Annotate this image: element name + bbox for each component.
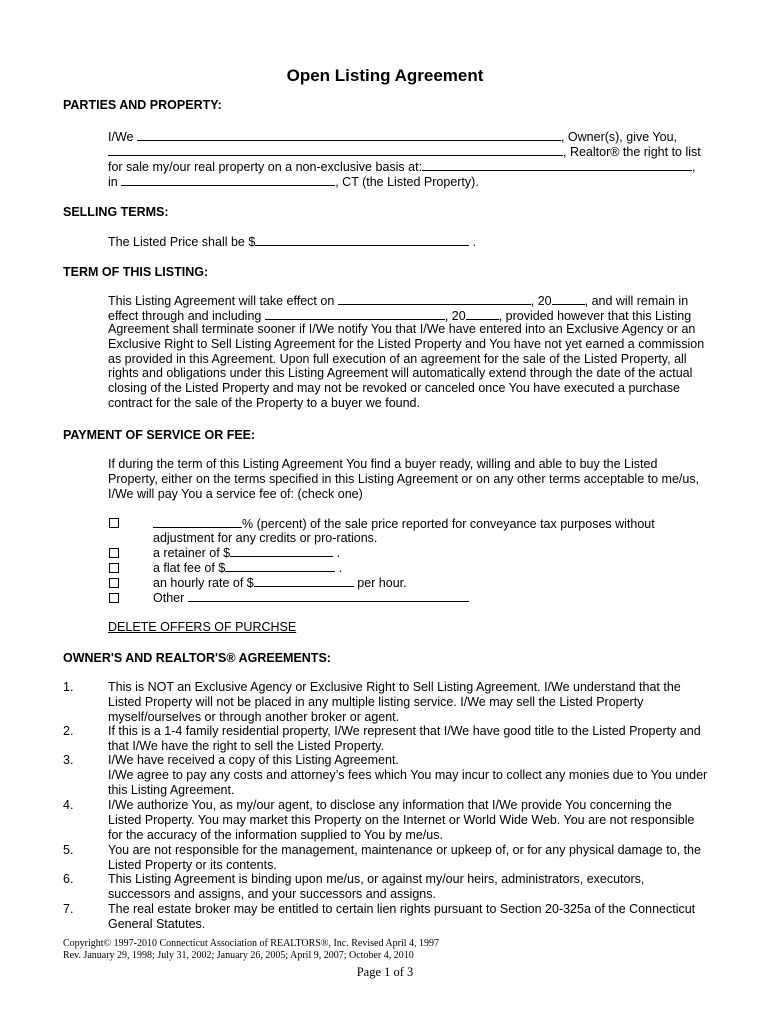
hourly-rate-field[interactable] [254, 575, 354, 587]
start-year-prefix: , 20 [530, 294, 552, 308]
term-start-suffix: , and will remain in [584, 294, 689, 308]
flat-fee-label: a flat fee of $ [153, 561, 226, 575]
item-number: 6. [63, 872, 74, 886]
agreement-item-1: This is NOT an Exclusive Agency or Exclusive Right to Sell Listing Agreement. I/We understand that the Listed Property will not be placed in any multiple listing service. I/We may sell the Listed Property myself/ourselves or through another broker or agent. [108, 680, 681, 724]
property-address-comma: , [692, 160, 696, 174]
retainer-period: . [336, 546, 341, 560]
term-heading: TERM OF THIS LISTING: [63, 265, 209, 279]
hourly-label: an hourly rate of $ [153, 576, 254, 590]
flat-fee-option-line [153, 560, 342, 576]
item-number: 3. [63, 753, 74, 767]
town-label: in [108, 175, 118, 189]
start-date-field[interactable] [338, 293, 531, 305]
agreement-item-3-continued: I/We agree to pay any costs and attorney’s fees which You may incur to collect any monies due to You under this Listing Agreement. [108, 768, 708, 797]
town-suffix: , CT (the Listed Property). [335, 175, 479, 189]
payment-paragraph: If during the term of this Listing Agreement You find a buyer ready, willing and able to buy the Listed Property, either on the terms specified in this Listing Agreement or on any other terms acceptable to me/us, I/We will pay You a service fee of: (check one) [108, 457, 700, 501]
flat-fee-field[interactable] [225, 560, 335, 572]
end-year-field[interactable] [466, 308, 499, 320]
item-number: 5. [63, 843, 74, 857]
agreement-item-4: I/We authorize You, as my/our agent, to disclose any information that I/We provide You concerning the Listed Property. You may market this Property on the Internet or World Wide Web. You are not responsible for the accuracy of the information supplied to You by me/us. [108, 798, 695, 842]
hourly-option-checkbox[interactable] [109, 578, 119, 588]
item-number: 4. [63, 798, 74, 812]
flat-fee-option-checkbox[interactable] [109, 563, 119, 573]
realtor-name-field[interactable] [108, 144, 563, 156]
hourly-suffix: per hour. [357, 576, 407, 590]
town-field[interactable] [121, 174, 335, 186]
realtor-line [108, 144, 701, 160]
delete-offers-link[interactable]: DELETE OFFERS OF PURCHSE [108, 620, 297, 634]
flat-fee-period: . [338, 561, 343, 575]
percent-option-continued: adjustment for any credits or pro-rations. [153, 531, 378, 545]
owner-suffix: , Owner(s), give You, [560, 130, 677, 144]
hourly-option-line [153, 575, 407, 591]
copyright-notice: Copyright© 1997-2010 Connecticut Association of REALTORS®, Inc. Revised April 4, 1997 [63, 938, 440, 949]
end-date-field[interactable] [265, 308, 445, 320]
property-address-label: for sale my/our real property on a non-exclusive basis at: [108, 160, 423, 174]
term-start-label: This Listing Agreement will take effect on [108, 294, 335, 308]
agreement-item-2: If this is a 1-4 family residential property, I/We represent that I/We have good title to the Listed Property and that I/We have the right to sell the Listed Property. [108, 724, 701, 753]
percent-option-line [153, 516, 655, 532]
other-label: Other [153, 591, 185, 605]
selling-heading: SELLING TERMS: [63, 205, 169, 219]
page-number: Page 1 of 3 [356, 965, 414, 979]
other-option-checkbox[interactable] [109, 593, 119, 603]
owner-line [108, 129, 677, 145]
item-number: 1. [63, 680, 74, 694]
start-year-field[interactable] [552, 293, 585, 305]
item-number: 7. [63, 902, 74, 916]
percent-field[interactable] [153, 516, 242, 528]
price-period: . [472, 235, 477, 249]
agreement-item-5: You are not responsible for the management, maintenance or upkeep of, or for any physical damage to, the Listed Property or its contents. [108, 843, 701, 872]
end-year-prefix: , 20 [444, 309, 466, 323]
price-field[interactable] [255, 234, 469, 246]
price-line [108, 234, 476, 250]
agreements-heading: OWNER'S AND REALTOR'S® AGREEMENTS: [63, 651, 331, 665]
agreement-item-3: I/We have received a copy of this Listing Agreement. [108, 753, 399, 767]
item-number: 2. [63, 724, 74, 738]
property-address-line [108, 159, 696, 175]
other-field[interactable] [188, 590, 469, 602]
retainer-field[interactable] [230, 545, 333, 557]
property-address-field[interactable] [422, 159, 692, 171]
owner-label: I/We [108, 130, 134, 144]
town-line [108, 174, 479, 190]
percent-option-checkbox[interactable] [109, 518, 119, 528]
other-option-line [153, 590, 469, 606]
agreement-item-7: The real estate broker may be entitled to certain lien rights pursuant to Section 20-325a of the Connecticut General Statutes. [108, 902, 696, 931]
term-end-label: effect through and including [108, 309, 262, 323]
term-paragraph: Agreement shall terminate sooner if I/We notify You that I/We have entered into an Exclusive Agency or an Exclusive Right to Sell Listing Agreement for the Listed Property and You have not yet earned a commission as provided in this Agreement. Upon full execution of an agreement for the sale of the Listed Property, all rights and obligations under this Listing Agreement will automatically extend through the date of the actual closing of the Listed Property and may not be revoked or canceled once You have executed a purchase contract for the sale of the Property to a buyer we found. [108, 322, 705, 410]
percent-option-label: % (percent) of the sale price reported for conveyance tax purposes without [242, 517, 655, 531]
payment-heading: PAYMENT OF SERVICE OR FEE: [63, 428, 256, 442]
price-label: The Listed Price shall be $ [108, 235, 256, 249]
retainer-option-line [153, 545, 340, 561]
owner-name-field[interactable] [137, 129, 561, 141]
revision-history: Rev. January 29, 1998; July 31, 2002; January 26, 2005; April 9, 2007; October 4, 2010 [63, 950, 414, 961]
retainer-option-checkbox[interactable] [109, 548, 119, 558]
agreement-item-6: This Listing Agreement is binding upon me/us, or against my/our heirs, administrators, executors, successors and assigns, and your successors and assigns. [108, 872, 645, 901]
term-start-line [108, 293, 688, 309]
term-end-suffix: , provided however that this Listing [498, 309, 692, 323]
parties-heading: PARTIES AND PROPERTY: [63, 98, 222, 112]
realtor-suffix: , Realtor® the right to list [563, 145, 701, 159]
document-title: Open Listing Agreement [286, 66, 484, 85]
retainer-label: a retainer of $ [153, 546, 231, 560]
